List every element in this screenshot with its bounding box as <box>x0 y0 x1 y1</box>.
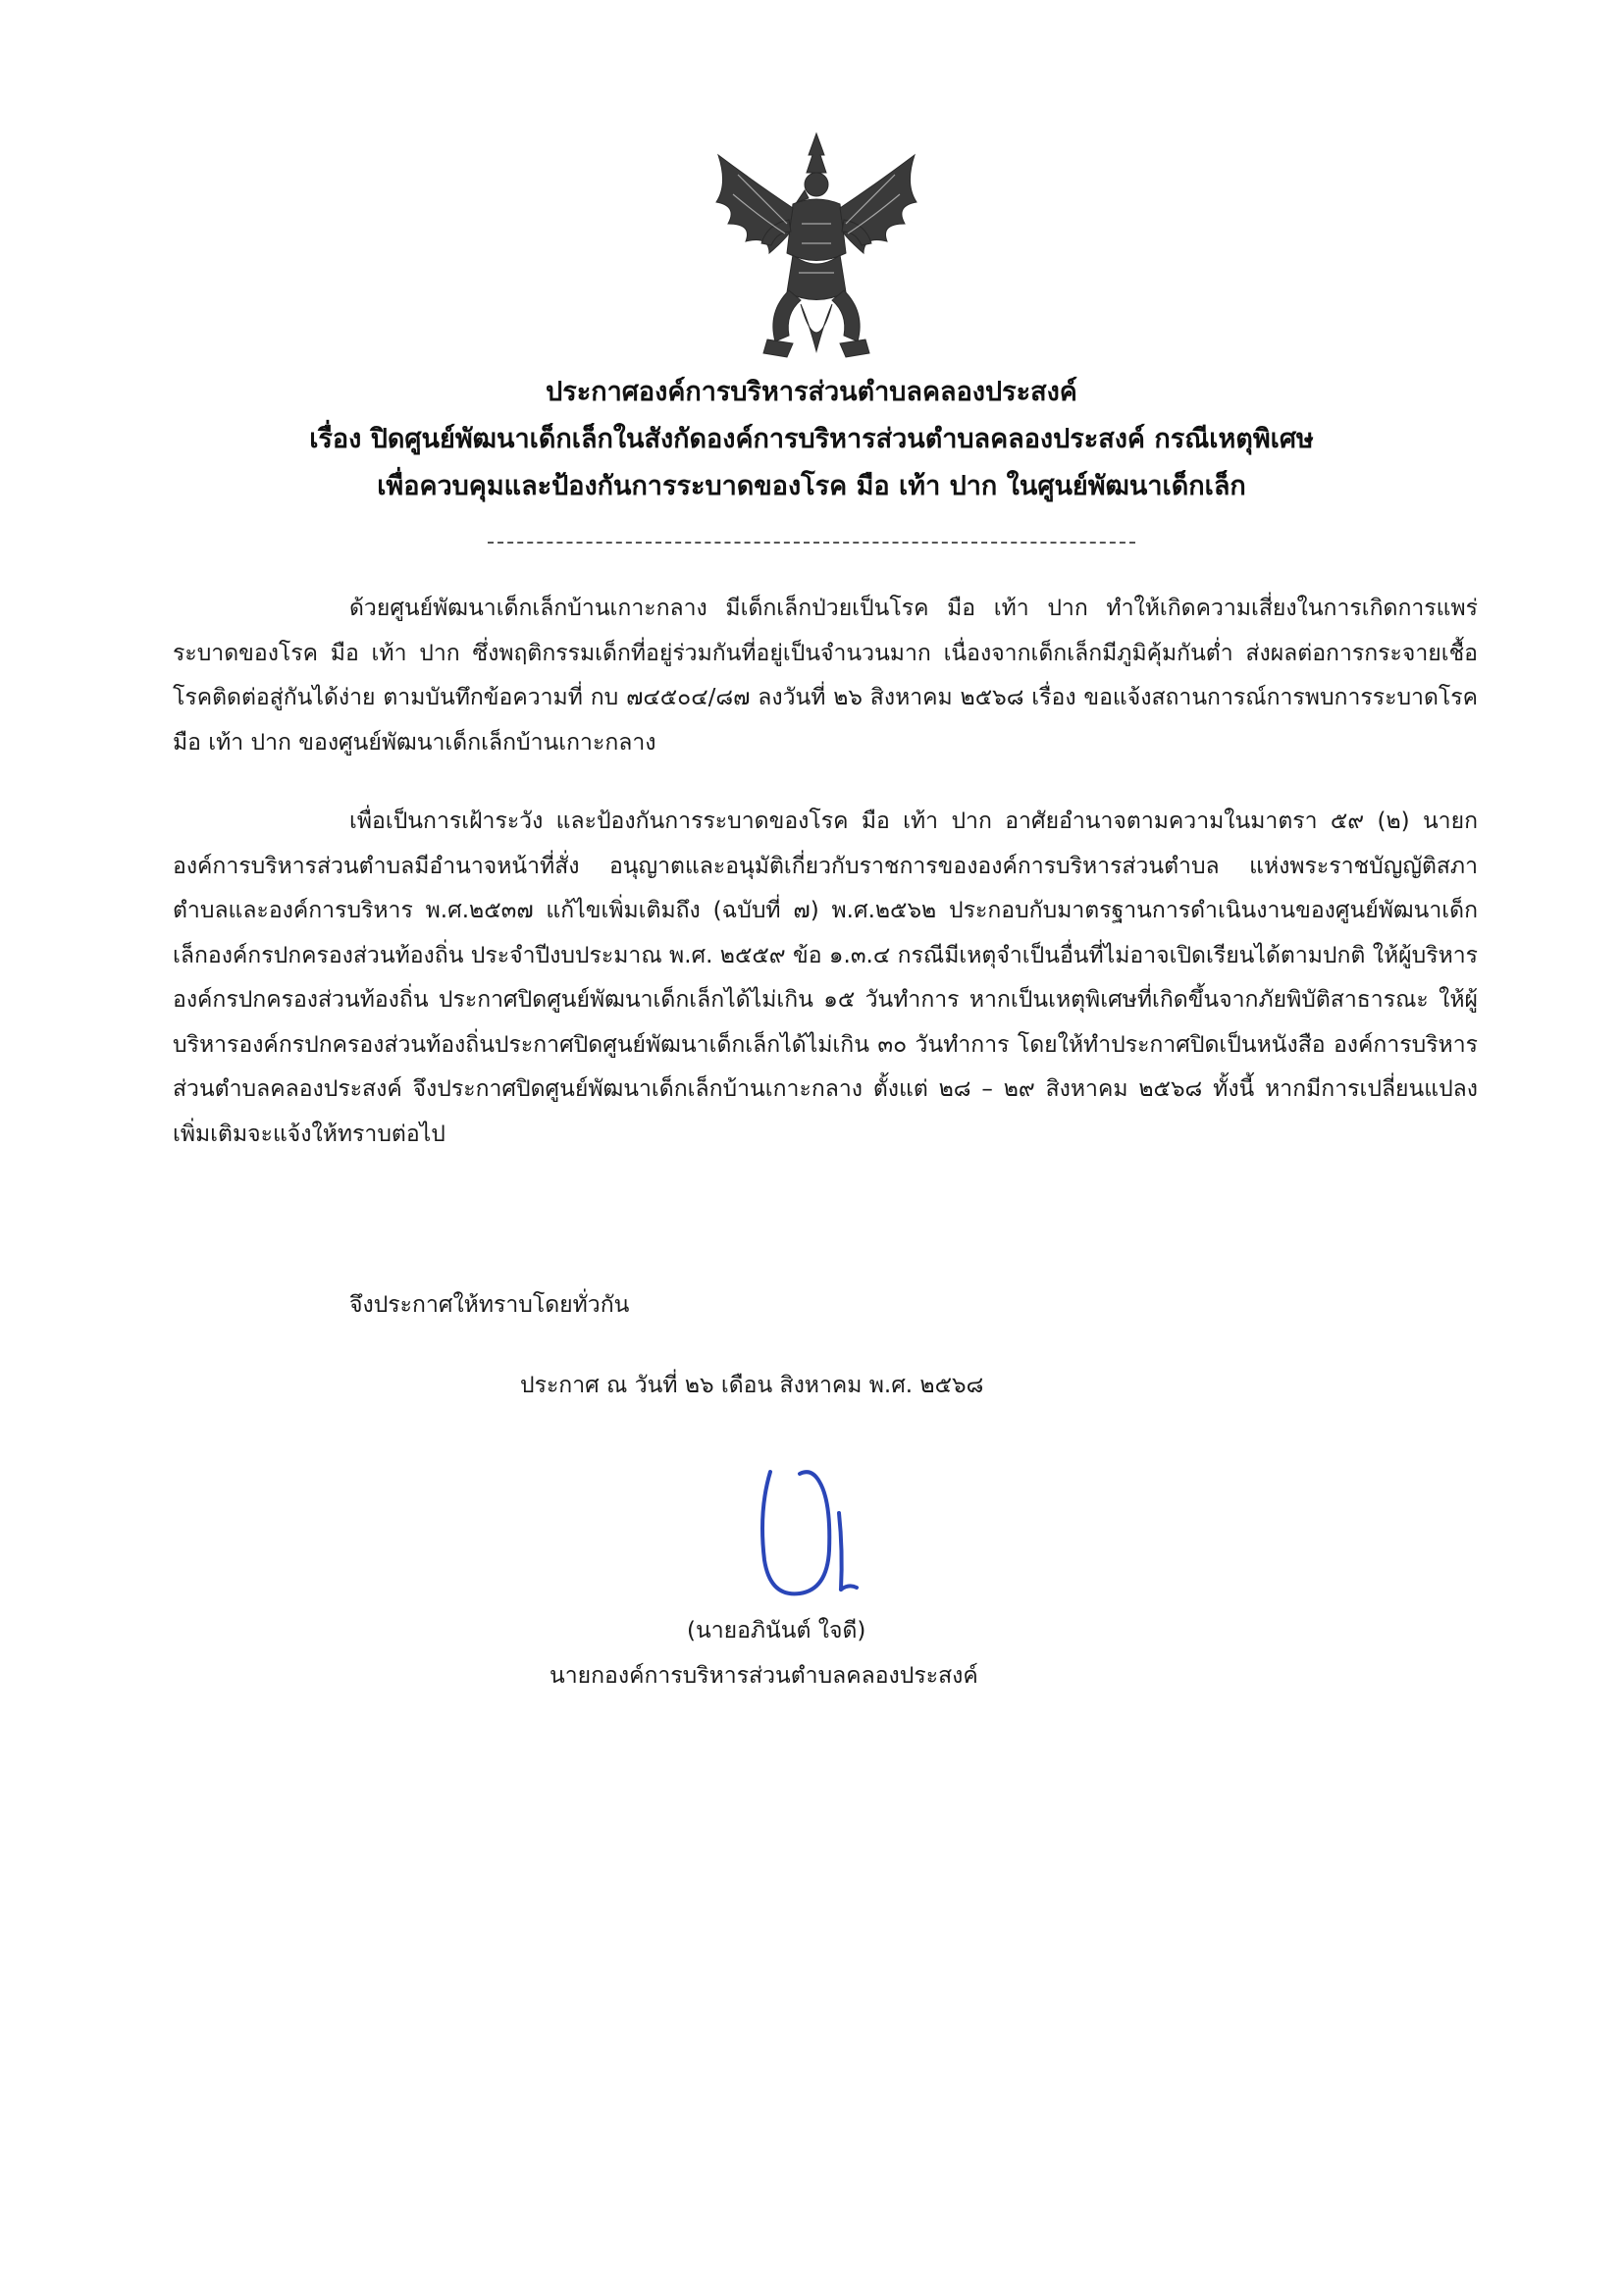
announcement-subject: เรื่อง ปิดศูนย์พัฒนาเด็กเล็กในสังกัดองค์การบริหารส่วนตำบลคลองประสงค์ กรณีเหตุพิเศษ <box>309 424 1314 454</box>
announcement-purpose: เพื่อควบคุมและป้องกันการระบาดของโรค มือ เท้า ปาก ในศูนย์พัฒนาเด็กเล็ก <box>377 471 1246 501</box>
handwritten-signature <box>741 1452 937 1609</box>
closing-statement: จึงประกาศให้ทราบโดยทั่วกัน <box>349 1292 630 1318</box>
body-paragraph-1: ด้วยศูนย์พัฒนาเด็กเล็กบ้านเกาะกลาง มีเด็กเล็กป่วยเป็นโรค มือ เท้า ปาก ทำให้เกิดความเสี่ยงในการเกิดการแพร่ระบาดของโรค มือ เท้า ปาก ซึ่งพฤติกรรมเด็กที่อยู่ร่วมกันที่อยู่เป็นจำนวนมาก เนื่องจากเด็กเล็กมีภูมิคุ้มกันต่ำ ส่งผลต่อการกระจายเชื้อโรคติดต่อสู่กันได้ง่าย ตามบันทึกข้อความที่ กบ ๗๔๕๐๔/๘๗ ลงวันที่ ๒๖ สิงหาคม ๒๕๖๘ เรื่อง ขอแจ้งสถานการณ์การพบการระบาดโรค มือ เท้า ปาก ของศูนย์พัฒนาเด็กเล็กบ้านเกาะกลาง <box>173 596 1478 756</box>
signer-name: (นายอภินันต์ ใจดี) <box>687 1618 866 1644</box>
announcement-title: ประกาศองค์การบริหารส่วนตำบลคลองประสงค์ <box>546 377 1077 407</box>
garuda-emblem-icon <box>699 126 934 371</box>
body-paragraph-2: เพื่อเป็นการเฝ้าระวัง และป้องกันการระบาดของโรค มือ เท้า ปาก อาศัยอำนาจตามความในมาตรา ๕๙ (๒) นายกองค์การบริหารส่วนตำบลมีอำนาจหน้าที่สั่ง อนุญาตและอนุมัติเกี่ยวกับราชการขององค์การบริหารส่วนตำบล แห่งพระราชบัญญัติสภาตำบลและองค์การบริหาร พ.ศ.๒๕๓๗ แก้ไขเพิ่มเติมถึง (ฉบับที่ ๗) พ.ศ.๒๕๖๒ ประกอบกับมาตรฐานการดำเนินงานของศูนย์พัฒนาเด็กเล็กองค์กรปกครองส่วนท้องถิ่น ประจำปีงบประมาณ พ.ศ. ๒๕๕๙ ข้อ ๑.๓.๔ กรณีมีเหตุจำเป็นอื่นที่ไม่อาจเปิดเรียนได้ตามปกติ ให้ผู้บริหารองค์กรปกครองส่วนท้องถิ่น ประกาศปิดศูนย์พัฒนาเด็กเล็กได้ไม่เกิน ๑๕ วันทำการ หากเป็นเหตุพิเศษที่เกิดขึ้นจากภัยพิบัติสาธารณะ ให้ผู้บริหารองค์กรปกครองส่วนท้องถิ่นประกาศปิดศูนย์พัฒนาเด็กเล็กได้ไม่เกิน ๓๐ วันทำการ โดยให้ทำประกาศปิดเป็นหนังสือ องค์การบริหารส่วนตำบลคลองประสงค์ จึงประกาศปิดศูนย์พัฒนาเด็กเล็กบ้านเกาะกลาง ตั้งแต่ ๒๘ – ๒๙ สิงหาคม ๒๕๖๘ ทั้งนี้ หากมีการเปลี่ยนแปลงเพิ่มเติมจะแจ้งให้ทราบต่อไป <box>173 809 1478 1147</box>
heading-divider <box>488 542 1135 544</box>
signer-position: นายกองค์การบริหารส่วนตำบลคลองประสงค์ <box>550 1663 978 1689</box>
announcement-date: ประกาศ ณ วันที่ ๒๖ เดือน สิงหาคม พ.ศ. ๒๕๖๘ <box>520 1373 984 1398</box>
